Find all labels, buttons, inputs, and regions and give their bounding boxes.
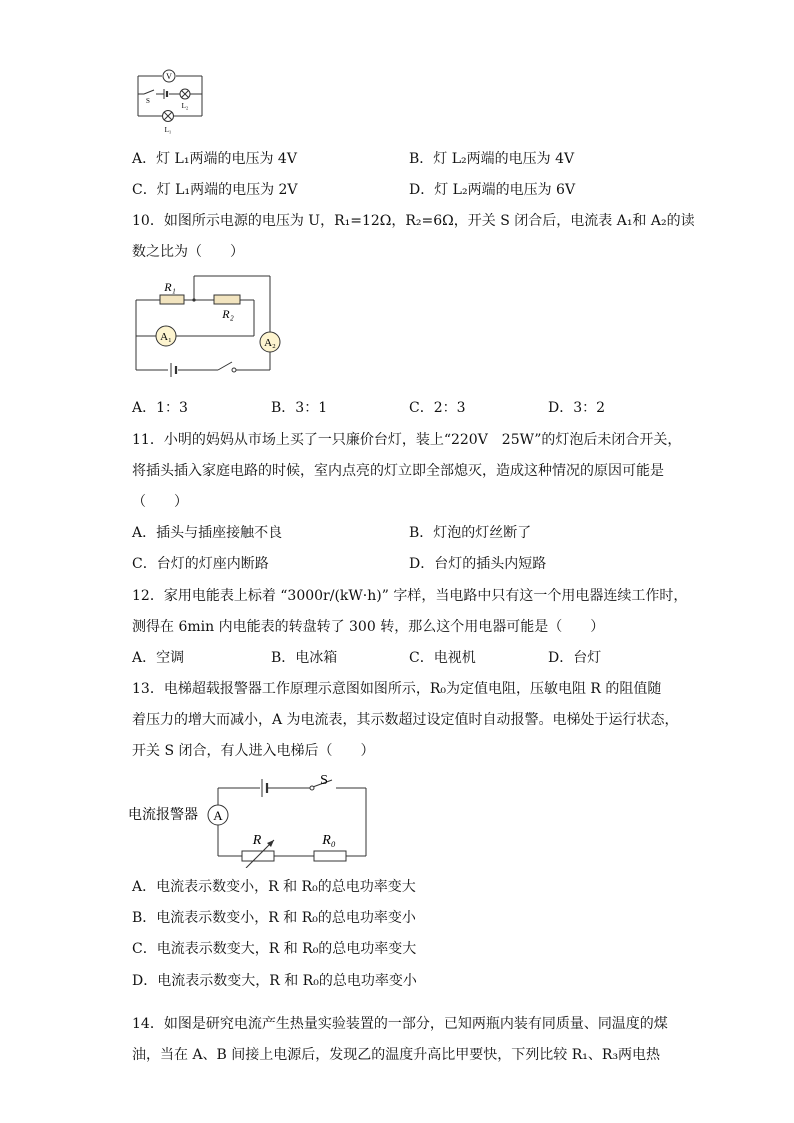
q13-option-d: D．电流表示数变大，R 和 R₀的总电功率变小 <box>132 973 417 989</box>
q10-a2-label: A₂ <box>264 337 276 349</box>
q11-option-c: C．台灯的灯座内断路 <box>132 556 269 572</box>
q13-r0-label: R₀ <box>322 833 336 848</box>
q9-lamp2-label: L₂ <box>181 102 189 110</box>
q12-option-a: A．空调 <box>132 650 185 666</box>
q10-r1-label: R₁ <box>164 280 176 294</box>
q9-option-b: B．灯 L₂两端的电压为 4V <box>409 151 575 167</box>
q12-option-c: C．电视机 <box>409 650 476 666</box>
q10-r2-label: R₂ <box>222 307 234 321</box>
q10-option-b: B．3：1 <box>271 400 328 416</box>
q10-option-a: A．1：3 <box>132 400 188 416</box>
q13-ammeter-label: A <box>213 808 223 823</box>
q13-stem-line2: 着压力的增大而减小，A 为电流表，其示数超过设定值时自动报警。电梯处于运行状态， <box>132 712 679 728</box>
q13-option-c: C．电流表示数变大，R 和 R₀的总电功率变大 <box>132 941 417 957</box>
q12-option-b: B．电冰箱 <box>271 650 338 666</box>
q12-option-d: D．台灯 <box>548 650 602 666</box>
q9-lamp1-label: L₁ <box>164 126 172 134</box>
q9-circuit-diagram <box>130 64 210 136</box>
q10-circuit-diagram <box>128 270 288 382</box>
q13-alarm-label: 电流报警器 <box>128 808 198 823</box>
q11-option-a: A．插头与插座接触不良 <box>132 525 283 541</box>
q12-stem-line2: 测得在 6min 内电能表的转盘转了 300 转，那么这个用电器可能是（ ） <box>132 619 605 635</box>
q9-voltmeter-label: V <box>166 72 172 81</box>
q10-stem-line1: 10．如图所示电源的电压为 U，R₁=12Ω，R₂=6Ω，开关 S 闭合后，电流表 A₁和 A₂的读 <box>132 213 695 229</box>
q11-stem-line3: （ ） <box>132 494 188 510</box>
q9-option-c: C．灯 L₁两端的电压为 2V <box>132 182 298 198</box>
q10-stem-line2: 数之比为（ ） <box>132 244 244 260</box>
q13-switch-label: S <box>320 773 328 788</box>
q13-circuit-diagram <box>128 768 378 868</box>
q13-option-b: B．电流表示数变小，R 和 R₀的总电功率变小 <box>132 910 416 926</box>
q14-stem-line1: 14．如图是研究电流产生热量实验装置的一部分，已知两瓶内装有同质量、同温度的煤 <box>132 1016 668 1032</box>
q13-stem-line1: 13．电梯超载报警器工作原理示意图如图所示，R₀为定值电阻，压敏电阻 R 的阻值随 <box>132 681 662 697</box>
q14-stem-line2: 油，当在 A、B 间接上电源后，发现乙的温度升高比甲要快，下列比较 R₁、R₃两电热 <box>132 1047 661 1063</box>
q11-option-d: D．台灯的插头内短路 <box>409 556 547 572</box>
q10-a1-label: A₁ <box>160 331 172 343</box>
q13-option-a: A．电流表示数变小，R 和 R₀的总电功率变大 <box>132 879 416 895</box>
q11-option-b: B．灯泡的灯丝断了 <box>409 525 532 541</box>
q10-option-c: C．2：3 <box>409 400 466 416</box>
q11-stem-line2: 将插头插入家庭电路的时候，室内点亮的灯立即全部熄灭，造成这种情况的原因可能是 <box>132 463 664 479</box>
q9-option-d: D．灯 L₂两端的电压为 6V <box>409 182 576 198</box>
q9-option-a: A．灯 L₁两端的电压为 4V <box>132 151 297 167</box>
q12-stem-line1: 12．家用电能表上标着 “3000r/(kW·h)” 字样，当电路中只有这一个用电器连续工作时， <box>132 588 688 604</box>
q9-switch-label: S <box>146 97 150 105</box>
q13-r-label: R <box>252 833 262 848</box>
q10-option-d: D．3：2 <box>548 400 606 416</box>
q11-stem-line1: 11．小明的妈妈从市场上买了一只廉价台灯，装上“220V 25W”的灯泡后未闭合开关， <box>132 432 682 448</box>
q13-stem-line3: 开关 S 闭合，有人进入电梯后（ ） <box>132 743 375 759</box>
